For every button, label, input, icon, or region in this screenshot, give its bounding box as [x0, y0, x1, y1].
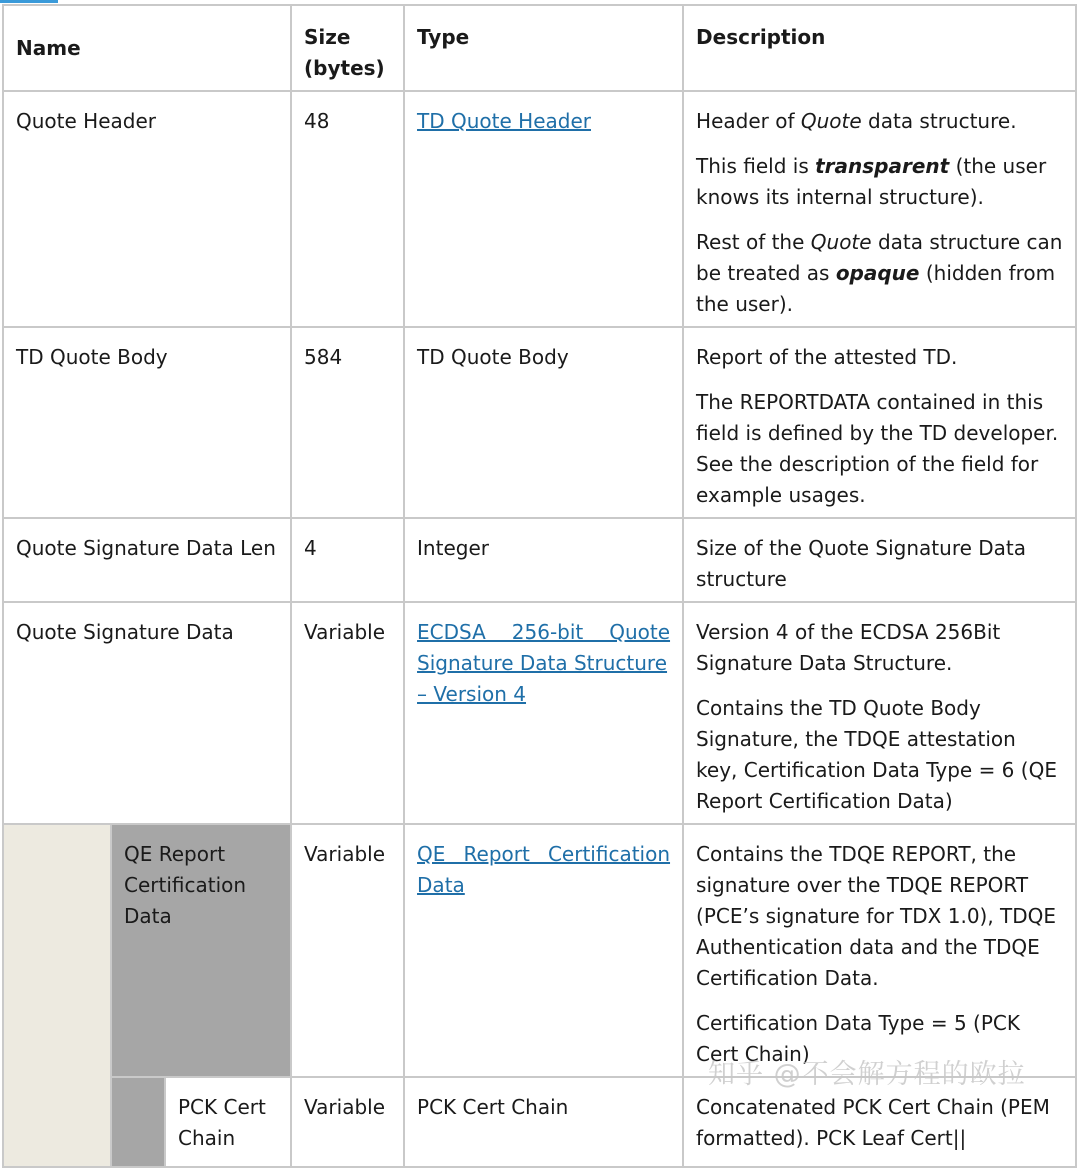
table-row — [3, 1077, 1076, 1167]
table-row — [3, 602, 1076, 824]
row-sig-data-size: Variable — [291, 602, 404, 824]
row-qe-report-type — [404, 824, 683, 1077]
row-td-quote-body-type: TD Quote Body — [404, 327, 683, 518]
row-quote-header-type — [404, 91, 683, 327]
link-line: ECDSA 256-bit Quote — [417, 620, 671, 644]
ecdsa-signature-link[interactable] — [417, 617, 670, 710]
indent-level-2 — [111, 1077, 165, 1167]
desc-paragraph: Version 4 of the ECDSA 256Bit Signature Data Structure. — [696, 620, 1001, 675]
row-td-quote-body-size: 584 — [291, 327, 404, 518]
watermark: 知乎 @不会解方程的欧拉 — [708, 1059, 1026, 1090]
desc-paragraph: Contains the TDQE REPORT, the signature over the TDQE REPORT (PCE’s signature for TDX 1.0), TDQE Authentication data and the TDQE Certification Data. — [696, 842, 1057, 990]
row-pck-chain-desc — [683, 1077, 1076, 1167]
row-sig-len-type: Integer — [404, 518, 683, 602]
table-row — [3, 518, 1076, 602]
link-line: Data — [417, 873, 465, 897]
row-sig-len-size: 4 — [291, 518, 404, 602]
row-quote-header-size: 48 — [291, 91, 404, 327]
header-description: Description — [683, 5, 1076, 91]
desc-paragraph: Certification Data Type = 5 (PCK Cert Chain) — [696, 1011, 1020, 1066]
indent-level-1 — [3, 824, 111, 1167]
row-qe-report-name: QE Report Certification Data — [111, 824, 291, 1077]
header-size: Size (bytes) — [291, 5, 404, 91]
row-sig-len-name: Quote Signature Data Len — [3, 518, 291, 602]
desc-paragraph: The REPORTDATA contained in this field is defined by the TD developer. See the description of the field for example usages. — [696, 390, 1059, 507]
row-td-quote-body-name: TD Quote Body — [3, 327, 291, 518]
desc-paragraph: Contains the TD Quote Body Signature, the TDQE attestation key, Certification Data Type = 6 (QE Report Certification Data) — [696, 696, 1057, 813]
header-name: Name — [3, 5, 291, 91]
td-quote-header-link[interactable]: TD Quote Header — [417, 109, 591, 133]
row-sig-len-desc — [683, 518, 1076, 602]
row-quote-header-name: Quote Header — [3, 91, 291, 327]
row-pck-chain-size: Variable — [291, 1077, 404, 1167]
table-row — [3, 91, 1076, 327]
desc-paragraph: Concatenated PCK Cert Chain (PEM formatted). PCK Leaf Cert|| — [696, 1095, 1050, 1150]
header-type: Type — [404, 5, 683, 91]
link-line: QE Report Certification — [417, 842, 671, 866]
row-qe-report-desc — [683, 824, 1076, 1077]
link-line: Signature Data Structure – Version 4 — [417, 651, 668, 706]
row-sig-data-type — [404, 602, 683, 824]
row-td-quote-body-desc — [683, 327, 1076, 518]
header-row — [3, 5, 1076, 91]
row-pck-chain-name: PCK Cert Chain — [165, 1077, 291, 1167]
desc-paragraph: Header of Quote data structure. — [696, 109, 1017, 133]
row-quote-header-desc — [683, 91, 1076, 327]
desc-paragraph: Size of the Quote Signature Data structure — [696, 536, 1027, 591]
desc-paragraph: This field is transparent (the user knows its internal structure). — [696, 154, 1047, 209]
row-sig-data-name: Quote Signature Data — [3, 602, 291, 824]
top-tab-marker — [0, 0, 58, 3]
table-row — [3, 327, 1076, 518]
qe-report-certification-link[interactable] — [417, 839, 670, 901]
desc-paragraph: Rest of the Quote data structure can be treated as opaque (hidden from the user). — [696, 230, 1063, 316]
desc-paragraph: Report of the attested TD. — [696, 345, 958, 369]
table-row — [3, 824, 1076, 1077]
row-sig-data-desc — [683, 602, 1076, 824]
quote-structure-table — [2, 4, 1077, 1168]
row-pck-chain-type: PCK Cert Chain — [404, 1077, 683, 1167]
row-qe-report-size: Variable — [291, 824, 404, 1077]
